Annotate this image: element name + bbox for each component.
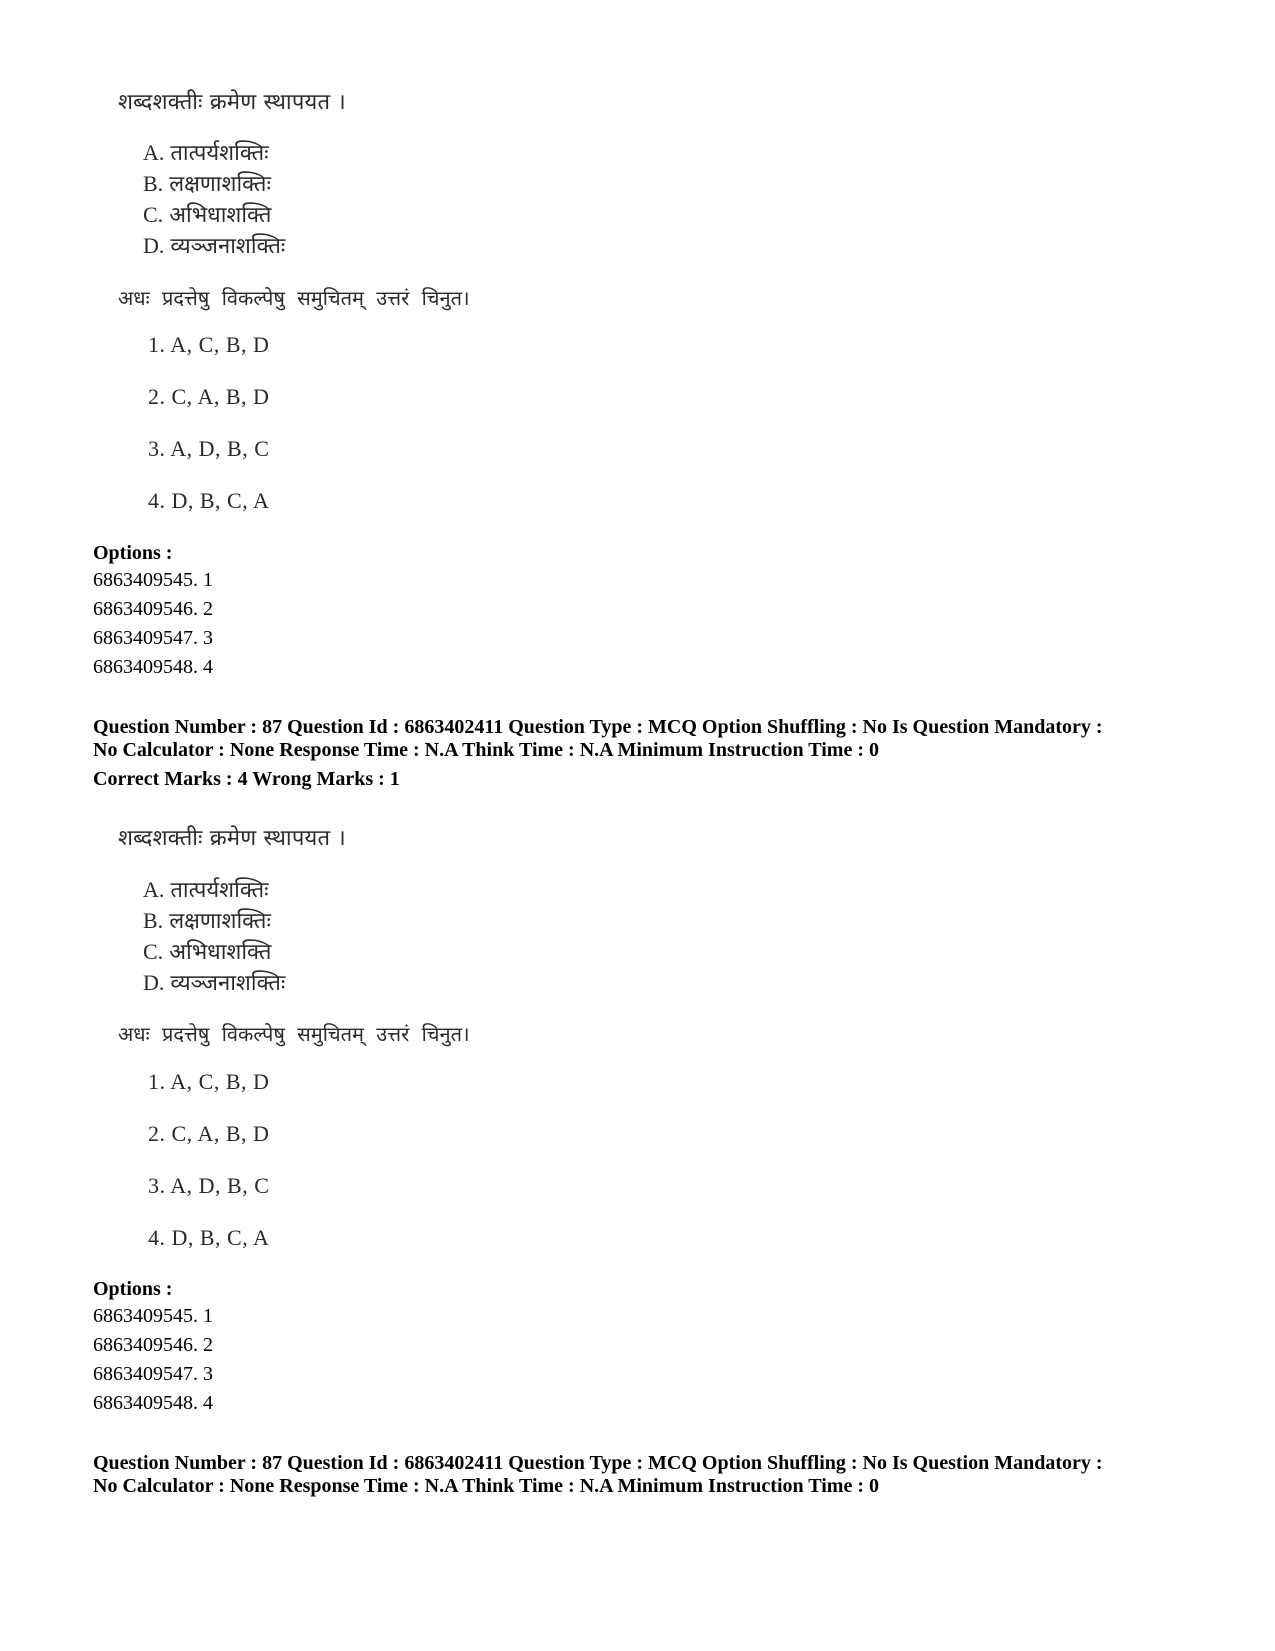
option-row: 6863409548. 4 bbox=[93, 1392, 213, 1414]
question-meta bbox=[93, 716, 1103, 762]
item-text: व्यञ्जनाशक्तिः bbox=[170, 234, 286, 259]
question-item-c bbox=[143, 936, 271, 968]
item-text: तात्पर्यशक्तिः bbox=[170, 878, 269, 903]
answer-choice-1: 1. A, C, B, D bbox=[148, 332, 270, 357]
options-list bbox=[93, 1302, 213, 1418]
meta-line-2: No Calculator : None Response Time : N.A Think Time : N.A Minimum Instruction Time : 0 bbox=[93, 1475, 879, 1497]
question-item-a bbox=[143, 874, 269, 906]
meta-line-1: Question Number : 87 Question Id : 6863402411 Question Type : MCQ Option Shuffling : No Is Question Mandatory : bbox=[93, 1452, 1103, 1474]
answer-choice-1: 1. A, C, B, D bbox=[148, 1069, 270, 1094]
option-row: 6863409545. 1 bbox=[93, 569, 213, 591]
option-row: 6863409546. 2 bbox=[93, 1334, 213, 1356]
option-row: 6863409548. 4 bbox=[93, 656, 213, 678]
item-label: C. bbox=[143, 939, 164, 964]
item-text: लक्षणाशक्तिः bbox=[169, 909, 271, 934]
question-heading: शब्दशक्तीः क्रमेण स्थापयत । bbox=[118, 90, 346, 115]
options-label: Options : bbox=[93, 542, 173, 564]
question-item-c bbox=[143, 199, 271, 231]
options-list bbox=[93, 566, 213, 682]
answer-choice-2: 2. C, A, B, D bbox=[148, 384, 270, 409]
item-label: A. bbox=[143, 877, 165, 902]
answer-choice-3: 3. A, D, B, C bbox=[148, 1173, 270, 1198]
question-item-a bbox=[143, 137, 269, 169]
question-item-b bbox=[143, 905, 271, 937]
item-label: B. bbox=[143, 908, 164, 933]
meta-line-2: No Calculator : None Response Time : N.A Think Time : N.A Minimum Instruction Time : 0 bbox=[93, 739, 879, 761]
item-label: D. bbox=[143, 970, 165, 995]
option-row: 6863409547. 3 bbox=[93, 1363, 213, 1385]
option-row: 6863409545. 1 bbox=[93, 1305, 213, 1327]
options-label: Options : bbox=[93, 1278, 173, 1300]
item-text: व्यञ्जनाशक्तिः bbox=[170, 971, 286, 996]
question-item-d bbox=[143, 230, 285, 262]
item-label: C. bbox=[143, 202, 164, 227]
item-text: अभिधाशक्ति bbox=[169, 940, 272, 965]
question-item-d bbox=[143, 967, 285, 999]
item-text: लक्षणाशक्तिः bbox=[169, 172, 271, 197]
item-label: D. bbox=[143, 233, 165, 258]
question-instruction: अधः प्रदत्तेषु विकल्पेषु समुचितम् उत्तरं चिनुत। bbox=[118, 286, 470, 310]
question-meta bbox=[93, 1452, 1103, 1498]
answer-choice-3: 3. A, D, B, C bbox=[148, 436, 270, 461]
question-instruction: अधः प्रदत्तेषु विकल्पेषु समुचितम् उत्तरं चिनुत। bbox=[118, 1022, 470, 1046]
item-text: अभिधाशक्ति bbox=[169, 203, 272, 228]
item-text: तात्पर्यशक्तिः bbox=[170, 141, 269, 166]
meta-line-1: Question Number : 87 Question Id : 6863402411 Question Type : MCQ Option Shuffling : No Is Question Mandatory : bbox=[93, 716, 1103, 738]
answer-choice-4: 4. D, B, C, A bbox=[148, 488, 270, 513]
answer-choice-4: 4. D, B, C, A bbox=[148, 1225, 270, 1250]
question-item-b bbox=[143, 168, 271, 200]
item-label: A. bbox=[143, 140, 165, 165]
item-label: B. bbox=[143, 171, 164, 196]
question-marks: Correct Marks : 4 Wrong Marks : 1 bbox=[93, 768, 400, 790]
option-row: 6863409547. 3 bbox=[93, 627, 213, 649]
answer-choice-2: 2. C, A, B, D bbox=[148, 1121, 270, 1146]
option-row: 6863409546. 2 bbox=[93, 598, 213, 620]
question-heading: शब्दशक्तीः क्रमेण स्थापयत । bbox=[118, 826, 346, 851]
